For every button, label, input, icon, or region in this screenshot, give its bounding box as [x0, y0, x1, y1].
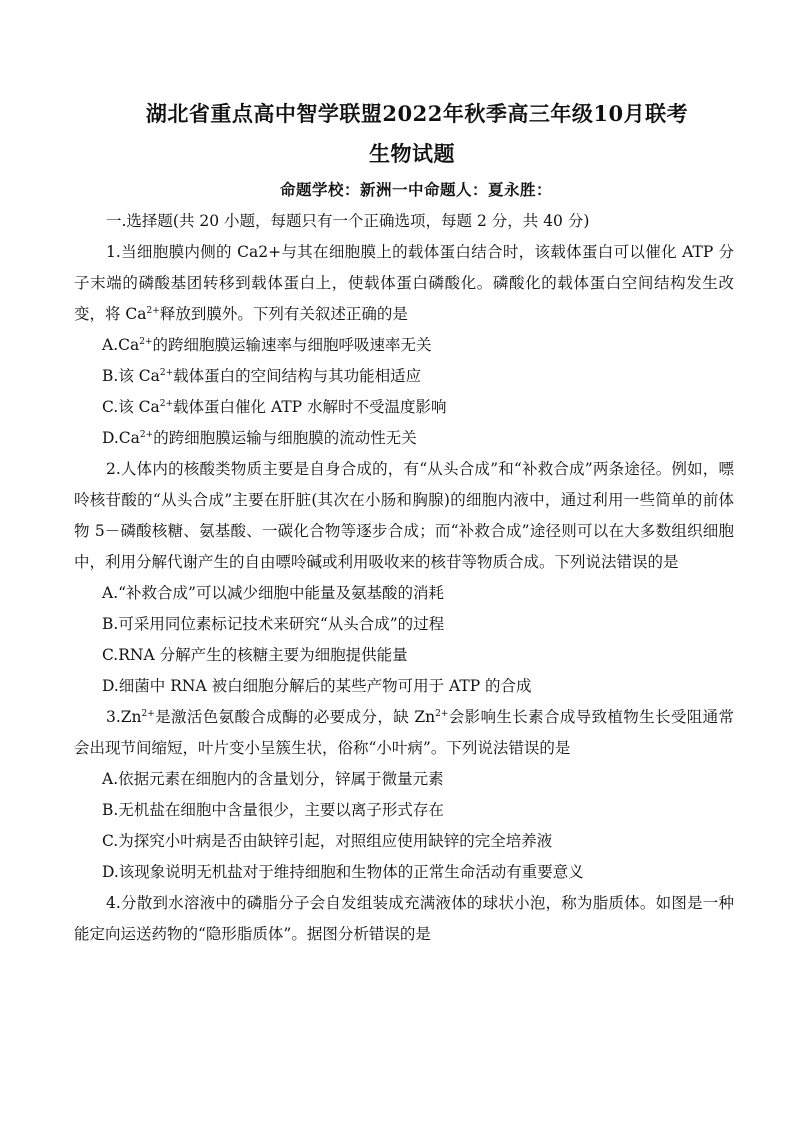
- q3-sup-1: 2+: [141, 709, 155, 719]
- section-heading: 一.选择题(共 20 小题，每题只有一个正确选项，每题 2 分，共 40 分): [106, 212, 590, 230]
- q3-stem-part-b: 是激活色氨酸合成酶的必要成分，缺 Zn: [154, 708, 436, 726]
- question-4-stem: 4.分散到水溶液中的磷脂分子会自发组装成充满液体的球状小泡，称为脂质体。如图是一种能定向运送药物的“隐形脂质体”。据图分析错误的是: [74, 894, 734, 943]
- question-2-stem: 2.人体内的核酸类物质主要是自身合成的，有“从头合成”和“补救合成”两条途径。例如，嘌呤核苷酸的“从头合成”主要在肝脏(其次在小肠和胸腺)的细胞内液中，通过利用一些简单的前体物 5－磷酸核糖、氨基酸、一碳化合物等逐步合成；而“补救合成”途径则可以在大多数组织细胞中，利用分解代谢产生的自由嘌呤碱或利用吸收来的核苷等物质合成。下列说法错误的是: [74, 460, 734, 571]
- q1-b-post: 载体蛋白的空间结构与其功能相适应: [173, 367, 422, 385]
- q1-d-sup: 2+: [139, 430, 154, 440]
- q1-d-post: 的跨细胞膜运输与细胞膜的流动性无关: [153, 429, 417, 447]
- question-3-option-c: C.为探究小叶病是否由缺锌引起，对照组应使用缺锌的完全培养液: [102, 832, 553, 850]
- subject-title: 生物试题: [369, 141, 455, 166]
- q1-d-pre: D.Ca: [102, 429, 140, 447]
- q1-b-sup: 2+: [159, 368, 174, 378]
- question-2-option-d: D.细菌中 RNA 被白细胞分解后的某些产物可用于 ATP 的合成: [102, 677, 532, 695]
- author-line: 命题学校：新洲一中命题人：夏永胜：: [279, 180, 552, 199]
- question-1-stem: [74, 237, 734, 330]
- q1-c-sup: 2+: [159, 399, 174, 409]
- question-1-option-d: [74, 423, 734, 454]
- q1-a-pre: A.Ca: [102, 336, 140, 354]
- question-3-option-d: D.该现象说明无机盐对于维持细胞和生物体的正常生命活动有重要意义: [102, 863, 584, 881]
- exam-title: 湖北省重点高中智学联盟2022年秋季高三年级10月联考: [145, 101, 689, 126]
- q3-stem-part-c: 会影响生长素合成导致植物生长受阻通常会出现节间缩短，叶片变小呈簇生状，俗称“小叶病”。下列说法错误的是: [74, 708, 734, 757]
- q1-a-post: 的跨细胞膜运输速率与细胞呼吸速率无关: [152, 336, 432, 354]
- question-3-option-b: B.无机盐在细胞中含量很少，主要以离子形式存在: [102, 801, 444, 819]
- q1-c-pre: C.该 Ca: [102, 398, 160, 416]
- question-1-option-c: [74, 392, 734, 423]
- q1-b-pre: B.该 Ca: [102, 367, 160, 385]
- question-3-option-a: A.依据元素在细胞内的含量划分，锌属于微量元素: [102, 770, 444, 788]
- q1-stem-superscript: 2+: [146, 306, 160, 316]
- question-1-option-b: [74, 361, 734, 392]
- q3-sup-2: 2+: [435, 709, 449, 719]
- question-2-option-b: B.可采用同位素标记技术来研究“从头合成”的过程: [102, 615, 445, 633]
- q1-stem-part-a: 1.当细胞膜内侧的 Ca2+与其在细胞膜上的载体蛋白结合时，该载体蛋白可以催化 ATP 分子末端的磷酸基团转移到载体蛋白上，使载体蛋白磷酸化。磷酸化的载体蛋白空间结构发生改变，将 Ca: [74, 243, 734, 323]
- question-2-option-a: A.“补救合成”可以减少细胞中能量及氨基酸的消耗: [102, 584, 444, 602]
- q1-stem-part-b: 释放到膜外。下列有关叙述正确的是: [159, 305, 408, 323]
- q1-c-post: 载体蛋白催化 ATP 水解时不受温度影响: [173, 398, 447, 416]
- exam-content: [74, 206, 734, 950]
- q3-stem-part-a: 3.Zn: [106, 708, 142, 726]
- question-3-stem: [74, 702, 734, 764]
- question-1-option-a: [74, 330, 734, 361]
- q1-a-sup: 2+: [139, 337, 153, 347]
- question-2-option-c: C.RNA 分解产生的核糖主要为细胞提供能量: [102, 646, 408, 664]
